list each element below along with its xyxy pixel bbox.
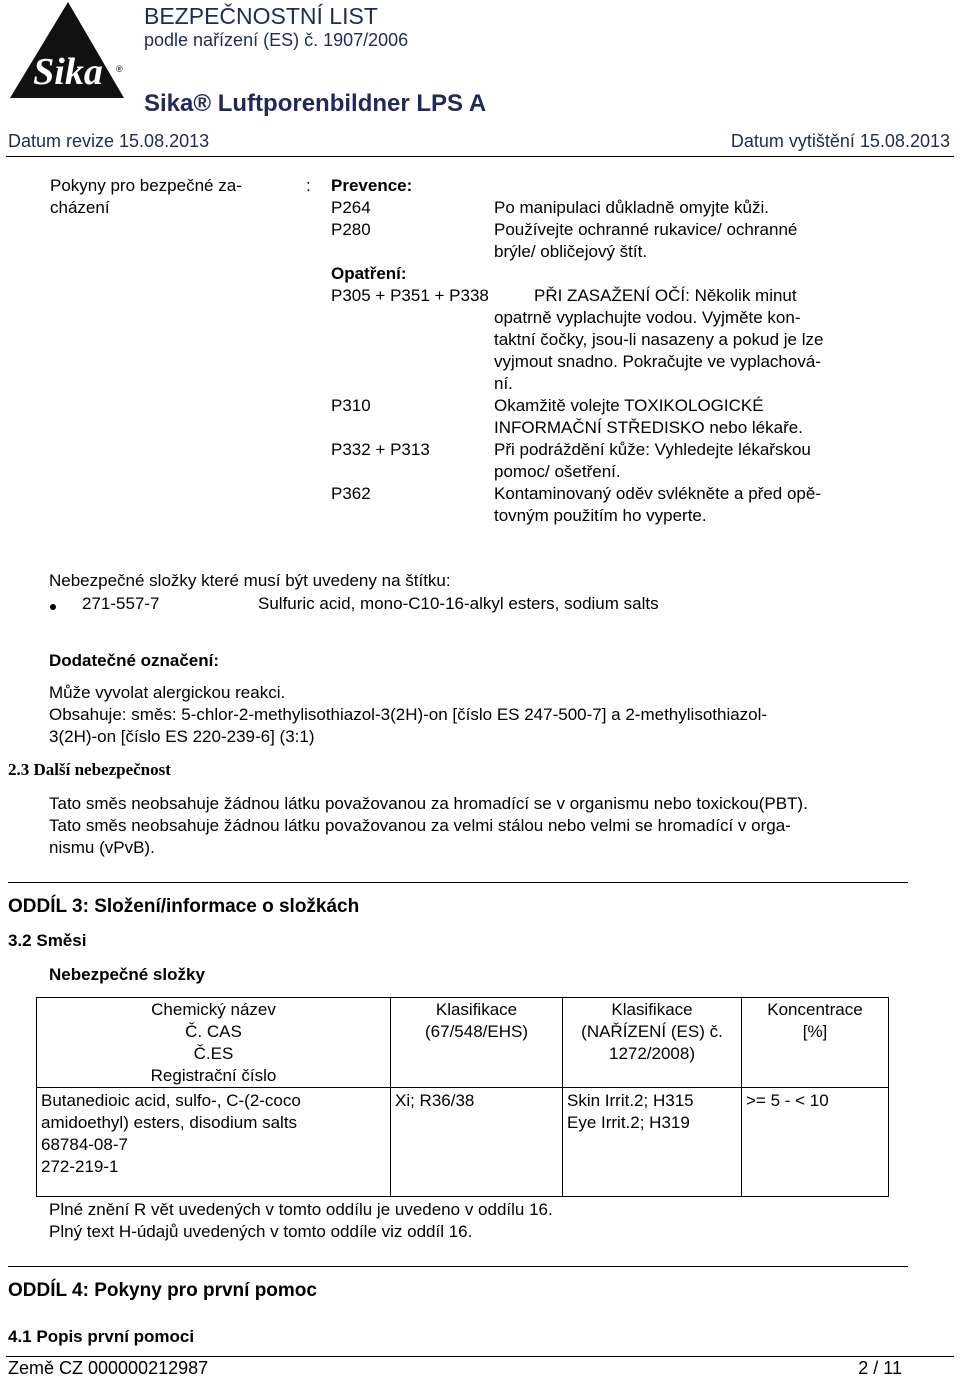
section3-subheading: 3.2 Směsi: [8, 931, 87, 950]
additional-labelling-line3: 3(2H)-on [číslo ES 220-239-6] (3:1): [49, 727, 315, 746]
additional-labelling-line2: Obsahuje: směs: 5-chlor-2-methylisothiazol-3(2H)-on [číslo ES 247-500-7] a 2-methylisothiazol-: [49, 705, 768, 724]
section4-title: ODDÍL 4: Pokyny pro první pomoc: [8, 1280, 317, 1301]
page-number: 2 / 11: [858, 1358, 902, 1378]
footer-divider: [6, 1356, 954, 1357]
p310-code: P310: [331, 396, 371, 415]
document-subtitle: podle nařízení (ES) č. 1907/2006: [144, 30, 409, 50]
p305-text-2: opatrně vyplachujte vodou. Vyjměte kon-: [494, 308, 801, 327]
section3-title: ODDÍL 3: Složení/informace o složkách: [8, 896, 360, 917]
section4-divider: [8, 1266, 908, 1267]
p305-code: P305 + P351 + P338: [331, 286, 489, 305]
p332-code: P332 + P313: [331, 440, 430, 459]
p305-text-1: PŘI ZASAŽENÍ OČÍ: Několik minut: [534, 286, 797, 305]
hazardous-components-heading: Nebezpečné složky: [49, 965, 205, 984]
cell-concentration: >= 5 - < 10: [742, 1088, 889, 1197]
header-classification-clp: Klasifikace (NAŘÍZENÍ (ES) č. 1272/2008): [563, 998, 742, 1088]
logo-registered-mark: ®: [116, 64, 123, 74]
sika-logo: [6, 0, 126, 100]
p310-text-1: Okamžitě volejte TOXIKOLOGICKÉ: [494, 396, 764, 415]
label-colon: :: [306, 176, 311, 195]
component-name: Sulfuric acid, mono-C10-16-alkyl esters, sodium salts: [258, 594, 659, 613]
cell-chemical-name: Butanedioic acid, sulfo-, C-(2-coco amidoethyl) esters, disodium salts 68784-08-7 272-219-1: [37, 1088, 391, 1197]
p305-text-3: taktní čočky, jsou-li nasazeny a pokud je lze: [494, 330, 824, 349]
p332-text-2: pomoc/ ošetření.: [494, 462, 621, 481]
precaution-label-line1: Pokyny pro bezpečné za-: [50, 176, 242, 195]
cell-classification-clp: Skin Irrit.2; H315 Eye Irrit.2; H319: [563, 1088, 742, 1197]
p305-text-5: ní.: [494, 374, 513, 393]
p264-text: Po manipulaci důkladně omyjte kůži.: [494, 198, 769, 217]
footer-country-code: Země CZ 000000212987: [8, 1358, 209, 1378]
other-hazards-heading: 2.3 Další nebezpečnost: [8, 760, 171, 779]
cell-classification-dsd: Xi; R36/38: [391, 1088, 563, 1197]
prevention-heading: Prevence:: [331, 176, 413, 195]
p305-text-4: vyjmout snadno. Pokračujte ve vyplachová-: [494, 352, 821, 371]
additional-labelling-heading: Dodatečné označení:: [49, 651, 220, 670]
other-hazards-line2: Tato směs neobsahuje žádnou látku považovanou za velmi stálou nebo velmi se hromadící v orga-: [49, 816, 791, 835]
section3-divider: [8, 882, 908, 883]
print-date: Datum vytištění 15.08.2013: [730, 131, 950, 151]
header-classification-dsd: Klasifikace (67/548/EHS): [391, 998, 563, 1088]
p280-text-1: Používejte ochranné rukavice/ ochranné: [494, 220, 798, 239]
p280-text-2: brýle/ obličejový štít.: [494, 242, 648, 261]
header-concentration: Koncentrace [%]: [742, 998, 889, 1088]
p264-code: P264: [331, 198, 371, 217]
precaution-label-line2: cházení: [50, 198, 110, 217]
p280-code: P280: [331, 220, 371, 239]
p362-code: P362: [331, 484, 371, 503]
section4-subheading: 4.1 Popis první pomoci: [8, 1327, 195, 1346]
table-header-row: [37, 998, 889, 1088]
additional-labelling-line1: Může vyvolat alergickou reakci.: [49, 683, 286, 702]
other-hazards-line3: nismu (vPvB).: [49, 838, 155, 857]
p332-text-1: Při podráždění kůže: Vyhledejte lékařskou: [494, 440, 811, 459]
header-divider: [6, 156, 954, 157]
table-row: [37, 1088, 889, 1197]
label-components-heading: Nebezpečné složky které musí být uvedeny na štítku:: [49, 571, 451, 590]
other-hazards-line1: Tato směs neobsahuje žádnou látku považovanou za hromadící se v organismu nebo toxickou(PBT).: [49, 794, 808, 813]
component-number: 271-557-7: [82, 594, 160, 613]
product-name: Sika® Luftporenbildner LPS A: [144, 90, 487, 117]
h-statements-note: Plný text H-údajů uvedených v tomto oddíle viz oddíl 16.: [49, 1222, 473, 1241]
document-title: BEZPEČNOSTNÍ LIST: [144, 3, 378, 29]
p310-text-2: INFORMAČNÍ STŘEDISKO nebo lékaře.: [494, 418, 803, 437]
components-table: [36, 997, 889, 1197]
p362-text-2: tovným použitím ho vyperte.: [494, 506, 707, 525]
bullet-icon: [50, 604, 56, 610]
revision-date: Datum revize 15.08.2013: [8, 131, 210, 151]
r-phrases-note: Plné znění R vět uvedených v tomto oddílu je uvedeno v oddílu 16.: [49, 1200, 553, 1219]
p362-text-1: Kontaminovaný oděv svlékněte a před opě-: [494, 484, 821, 503]
logo-wordmark: Sika: [33, 51, 103, 93]
response-heading: Opatření:: [331, 264, 407, 283]
header-chemical-name: Chemický název Č. CAS Č.ES Registrační číslo: [37, 998, 391, 1088]
